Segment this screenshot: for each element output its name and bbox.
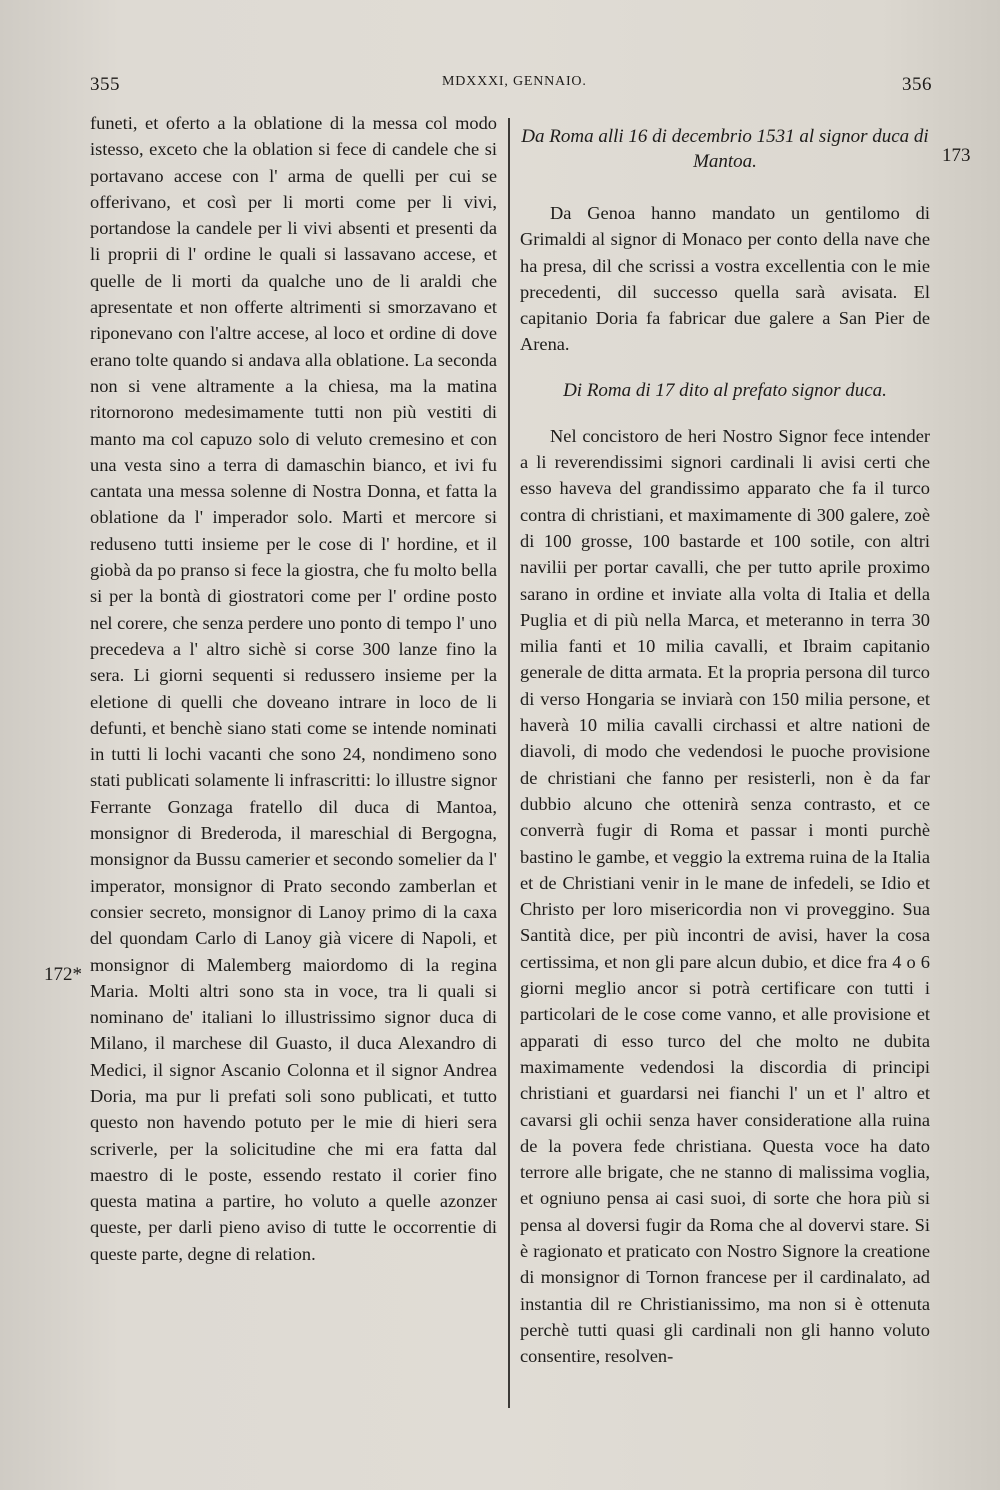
- page-number-left: 355: [90, 74, 120, 95]
- column-divider: [508, 118, 510, 1408]
- margin-reference-left: 172*: [44, 964, 82, 985]
- left-column-text: funeti, et oferto a la oblatione di la messa col modo istesso, exceto che la oblation si fece di candele che si portavano accese con l' arma de quelli per cui se offerivano, et così per li morti come per li vivi, portandose la candele per li vivi absenti et presenti da li proprii di l' ordine le quali si lassavano accese, et quelle de li morti da qualche uno de li araldi che apresentate et non offerte altrimenti si smorzavano et riponevano con l'altre accese, al loco et ordine di dove erano tolte quando si andava alla oblatione. La seconda non si vene altramente a la chiesa, ma la matina ritornorono medesimamente tutti non più vestiti di manto ma col capuzo solo di veluto cremesino et con una vesta sino a terra di damaschin bianco, et ivi fu cantata una messa solenne di Nostra Donna, et fatta la oblatione da l' imperador solo. Marti et mercore si reduseno tutti insieme per le cose di l' hordine, et il giobà da po pranso si fece la giostra, che fu molto bella si per la bontà di giostratori come per l' ordine posto nel corere, che senza perdere uno ponto di tempo l' uno precedeva a l' altro sichè si corse 300 lanze fino la sera. Li giorni sequenti si redussero insieme per la eletione di quelli che doveano intrare in loco de li defunti, et benchè siano stati come se intende nominati in tutti li lochi vacanti che sono 24, nondimeno sono stati publicati solamente li infrascritti: lo illustre signor Ferrante Gonzaga fratello dil duca di Mantoa, monsignor di Brederoda, il mareschial di Bergogna, monsignor da Bussu camerier et secondo somelier da l' imperator, monsignor di Prato secondo zamberlan et consier secreto, monsignor di Lanoy primo di la caxa del quondam Carlo di Lanoy già vicere di Napoli, et monsignor di Malemberg maiordomo di la regina Maria. Molti altri sono sta in voce, tra li quali si nominano de' italiani lo illustrissimo signor duca di Milano, il marchese dil Guasto, il duca Alexandro di Medici, il signor Ascanio Colonna et il signor Andrea Doria, ma pur li prefati soli sono publicati, et tutto questo non havendo potuto per le mie di hieri sera scriverle, per la solicitudine che mi era fatta dal maestro di le poste, essendo restato il corier fino questa matina a partire, ho voluto a quelle azonzer queste, per darli pieno aviso di tutte le occorrentie di queste parte, degne di relation.: [90, 113, 497, 1264]
- right-column: [520, 110, 930, 1369]
- letter-heading-1: Da Roma alli 16 di decembrio 1531 al signor duca di Mantoa.: [521, 126, 929, 172]
- letter-body-2: Nel concistoro de heri Nostro Signor fece intender a li reverendissimi signori cardinali li avisi certi che esso haveva del grandissimo apparato che fa il turco contra di christiani, et maximamente di 300 galere, zoè di 100 grosse, 100 bastarde et 100 sotile, con altri navilii per portar cavalli, che per tutto aprile proximo sarano in ordine et inviate alla volta di Italia et della Puglia et di più nella Marca, et meteranno in terra 30 milia fanti et 10 milia cavalli, et Ibraim capitanio generale de ditta armata. Et la propria persona dil turco di verso Hongaria se inviarà con 150 milia persone, et haverà 10 milia cavalli circhassi et altre nationi de diavoli, di modo che vedendosi le puoche provisione de christiani che fanno per resisterli, non è da far dubbio alcuno che ottenirà senza contrasto, et ce converrà fugir di Roma et passar i monti purchè bastino le gambe, et veggio la extrema ruina de la Italia et de Christiani venir in le mane de infedeli, se Idio et Christo per loro misericordia non vi proveggino. Sua Santità dice, per più incontri de avisi, haver la cosa certissima, et non gli pare alcun dubio, et dice fra 4 o 6 giorni meglio ancor si potrà certificare con tutti i particolari de le cose come vanno, et alle provisione et apparati di esso turco del che molto ne dubita maximamente vedendosi la discordia di principi christiani et guardarsi nei fianchi l' un et l' altro et cavarsi gli ochii senza haver consideratione alla ruina de la povera fede christiana. Questa voce ha dato terrore alle brigate, che ne stanno di malissima voglia, et ogniuno pensa ai casi suoi, di sorte che hora più si pensa al doversi fugir da Roma che al dovervi stare. Si è ragionato et praticato con Nostro Signore la creatione di monsignor di Tornon francese per il cardinalato, ad instantia dil re Christianissimo, ma non si è ottenuta perchè tutti quasi gli cardinali non gli hanno voluto consentire, resolven-: [520, 425, 930, 1367]
- letter-heading-2: Di Roma di 17 dito al prefato signor duca.: [563, 379, 887, 401]
- letter-body-1: Da Genoa hanno mandato un gentilomo di Grimaldi al signor di Monaco per conto della nave che ha presa, dil che scrissi a vostra excellentia con le mie precedenti, dil successo quella sarà avisata. El capitanio Doria fa fabricar due galere a San Pier de Arena.: [520, 203, 930, 355]
- page-number-right: 356: [902, 74, 932, 95]
- running-title: MDXXXI, GENNAIO.: [442, 74, 587, 89]
- margin-reference-right: 173: [942, 145, 971, 166]
- left-column: [90, 110, 497, 1267]
